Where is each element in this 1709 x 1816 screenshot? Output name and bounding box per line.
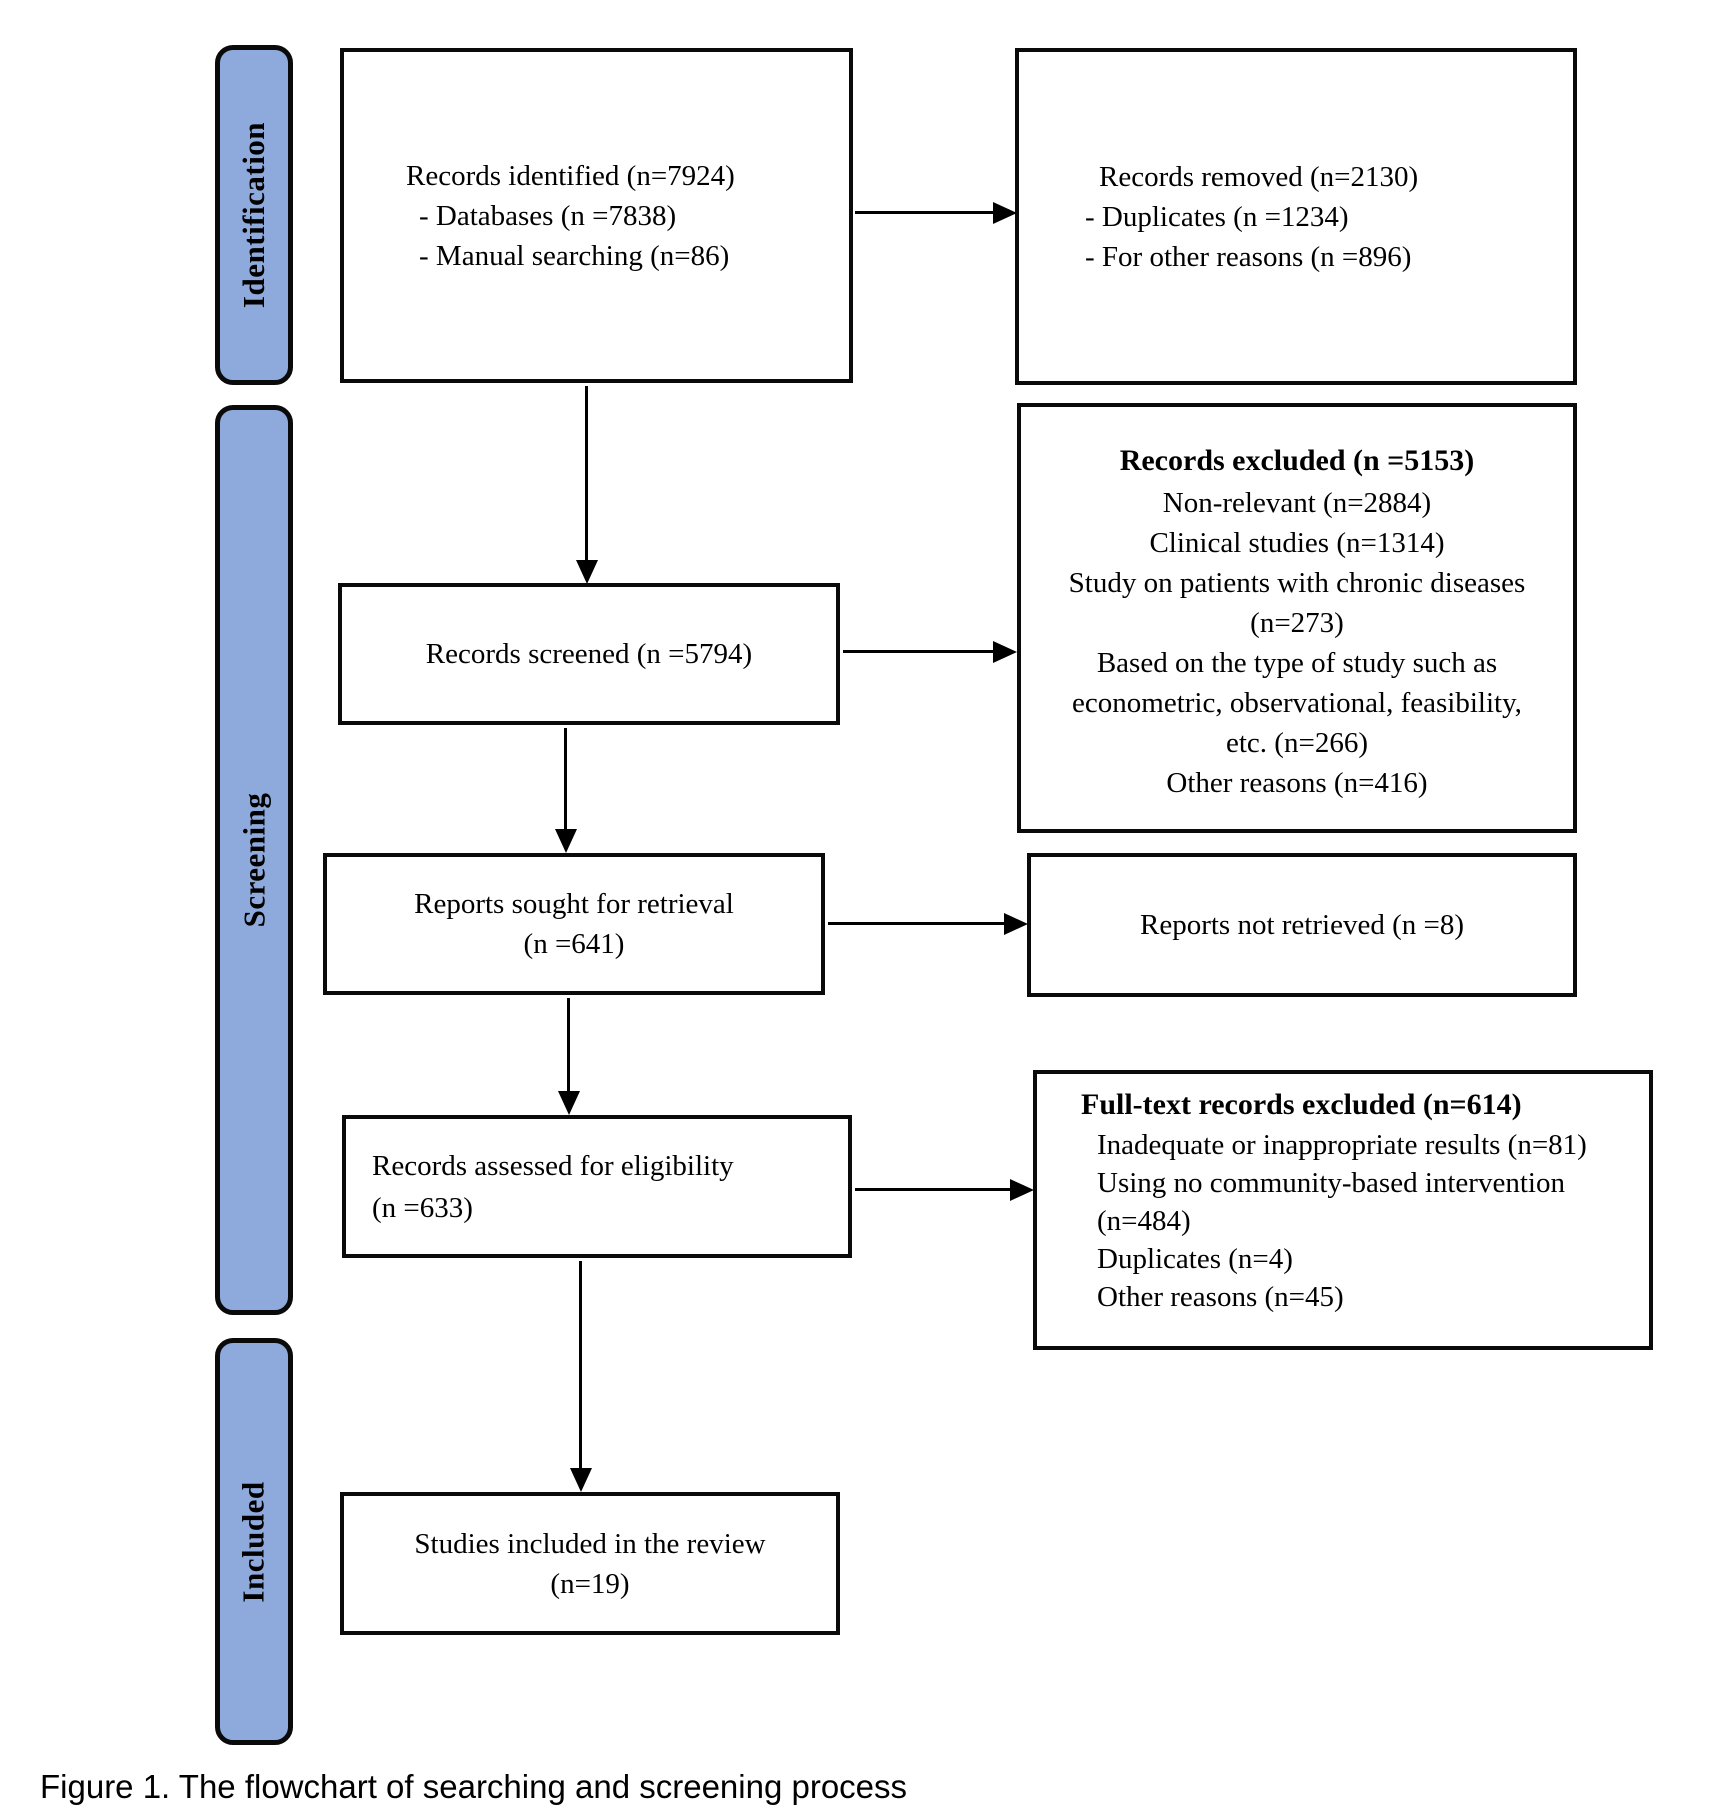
box-reports-not-retrieved xyxy=(1027,853,1577,997)
box-item: Inadequate or inappropriate results (n=81) xyxy=(1097,1129,1587,1161)
stage-bar-identification xyxy=(215,45,293,385)
box-item: Clinical studies (n=1314) xyxy=(1149,527,1445,559)
box-title: Reports not retrieved (n =8) xyxy=(1140,909,1464,941)
arrow-head-icon xyxy=(555,829,577,853)
stage-label-identification: Identification xyxy=(236,121,271,309)
box-item: - Databases (n =7838) xyxy=(419,199,677,232)
arrow-shaft xyxy=(585,386,588,562)
box-title: Records screened (n =5794) xyxy=(425,638,753,670)
box-item: Other reasons (n=45) xyxy=(1097,1281,1344,1313)
box-item: Based on the type of study such as econometric, observational, feasibility, etc. (n=266) xyxy=(1072,647,1522,759)
arrow-head-icon xyxy=(993,641,1017,663)
figure-caption: Figure 1. The flowchart of searching and screening process xyxy=(40,1768,908,1805)
arrow-shaft xyxy=(564,728,567,830)
arrow-head-icon xyxy=(576,560,598,584)
box-records-removed xyxy=(1015,48,1577,385)
box-title-line1: Reports sought for retrieval xyxy=(414,888,734,920)
box-records-screened xyxy=(338,583,840,725)
arrow-head-icon xyxy=(1004,913,1028,935)
box-title: Records excluded (n =5153) xyxy=(1119,444,1475,477)
box-title: Records identified (n=7924) xyxy=(406,159,735,192)
box-title: Records removed (n=2130) xyxy=(1099,160,1419,193)
arrow-shaft xyxy=(855,1188,1012,1191)
box-records-excluded xyxy=(1017,403,1577,833)
arrow-shaft xyxy=(828,922,1006,925)
arrow-shaft xyxy=(855,211,995,214)
box-item: Non-relevant (n=2884) xyxy=(1162,487,1432,519)
arrow-shaft xyxy=(843,650,995,653)
box-studies-included xyxy=(340,1492,840,1635)
stage-bar-included xyxy=(215,1338,293,1745)
box-records-identified xyxy=(340,48,853,383)
box-reports-sought xyxy=(323,853,825,995)
box-title-line2: (n=19) xyxy=(550,1567,630,1600)
box-fulltext-excluded xyxy=(1033,1070,1653,1350)
stage-label-included: Included xyxy=(236,1480,272,1603)
box-item: Duplicates (n=4) xyxy=(1097,1243,1293,1275)
arrow-head-icon xyxy=(570,1468,592,1492)
arrow-shaft xyxy=(579,1261,582,1469)
box-item: Study on patients with chronic diseases (n=273) xyxy=(1068,567,1526,639)
arrow-head-icon xyxy=(1010,1179,1034,1201)
stage-label-screening: Screening xyxy=(236,792,271,928)
box-title-line2: (n =633) xyxy=(372,1191,473,1224)
box-item: - Duplicates (n =1234) xyxy=(1085,200,1349,233)
box-records-assessed xyxy=(342,1115,852,1258)
box-item: Other reasons (n=416) xyxy=(1166,767,1428,799)
box-title-line1: Records assessed for eligibility xyxy=(372,1149,734,1182)
box-item: - For other reasons (n =896) xyxy=(1085,240,1412,273)
arrow-shaft xyxy=(567,998,570,1092)
box-title-line2: (n =641) xyxy=(523,928,625,960)
arrow-head-icon xyxy=(558,1091,580,1115)
box-title: Full-text records excluded (n=614) xyxy=(1081,1088,1522,1121)
box-item: - Manual searching (n=86) xyxy=(419,239,730,272)
box-title-line1: Studies included in the review xyxy=(414,1527,766,1560)
stage-bar-screening xyxy=(215,405,293,1315)
arrow-head-icon xyxy=(993,202,1017,224)
box-item: Using no community-based intervention (n=484) xyxy=(1097,1167,1565,1237)
